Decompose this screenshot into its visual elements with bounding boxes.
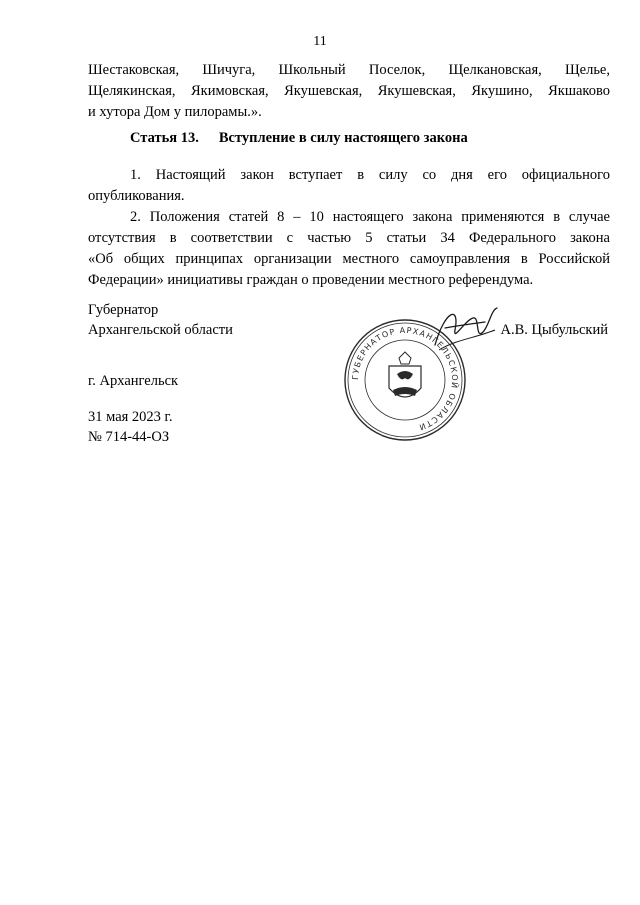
intro-text bbox=[88, 60, 610, 123]
coat-of-arms-icon bbox=[389, 352, 421, 397]
intro-line-2: Щелякинская, Якимовская, Якушевская, Якушевская, Якушино, Якшаково bbox=[88, 83, 610, 99]
intro-line-3: и хутора Дом у пилорамы.». bbox=[88, 104, 262, 120]
seal-text: ГУБЕРНАТОР АРХАНГЕЛЬСКОЙ ОБЛАСТИ bbox=[350, 325, 460, 432]
paragraph-2-line-3: «Об общих принципах организации местного самоуправления в Российской bbox=[88, 251, 610, 267]
article-heading bbox=[130, 130, 468, 147]
position-line-1: Губернатор bbox=[88, 302, 159, 318]
paragraph-1-line-1: 1. Настоящий закон вступает в силу со дня его официального bbox=[130, 167, 610, 183]
place-of-signing: г. Архангельск bbox=[88, 373, 179, 389]
article-number: Статья 13. bbox=[130, 130, 199, 146]
paragraph-1-line-2: опубликования. bbox=[88, 188, 185, 204]
page-number: 11 bbox=[313, 34, 327, 49]
signatory-position bbox=[88, 300, 233, 340]
handwritten-signature bbox=[425, 300, 505, 360]
article-title: Вступление в силу настоящего закона bbox=[218, 130, 468, 146]
position-line-2: Архангельской области bbox=[88, 322, 233, 338]
document-number: № 714-44-ОЗ bbox=[88, 429, 170, 445]
paragraph-2-line-2: отсутствия в соответствии с частью 5 статьи 34 Федерального закона bbox=[88, 230, 610, 246]
paragraph-2-line-1: 2. Положения статей 8 – 10 настоящего закона применяются в случае bbox=[130, 209, 610, 225]
paragraph-2-line-4: Федерации» инициативы граждан о проведении местного референдума. bbox=[88, 272, 534, 288]
signatory-name: А.В. Цыбульский bbox=[500, 322, 608, 338]
article-body bbox=[88, 165, 610, 291]
date-and-number bbox=[88, 407, 173, 447]
intro-line-1: Шестаковская, Шичуга, Школьный Поселок, Щелкановская, Щелье, bbox=[88, 62, 610, 78]
signing-date: 31 мая 2023 г. bbox=[88, 409, 173, 425]
